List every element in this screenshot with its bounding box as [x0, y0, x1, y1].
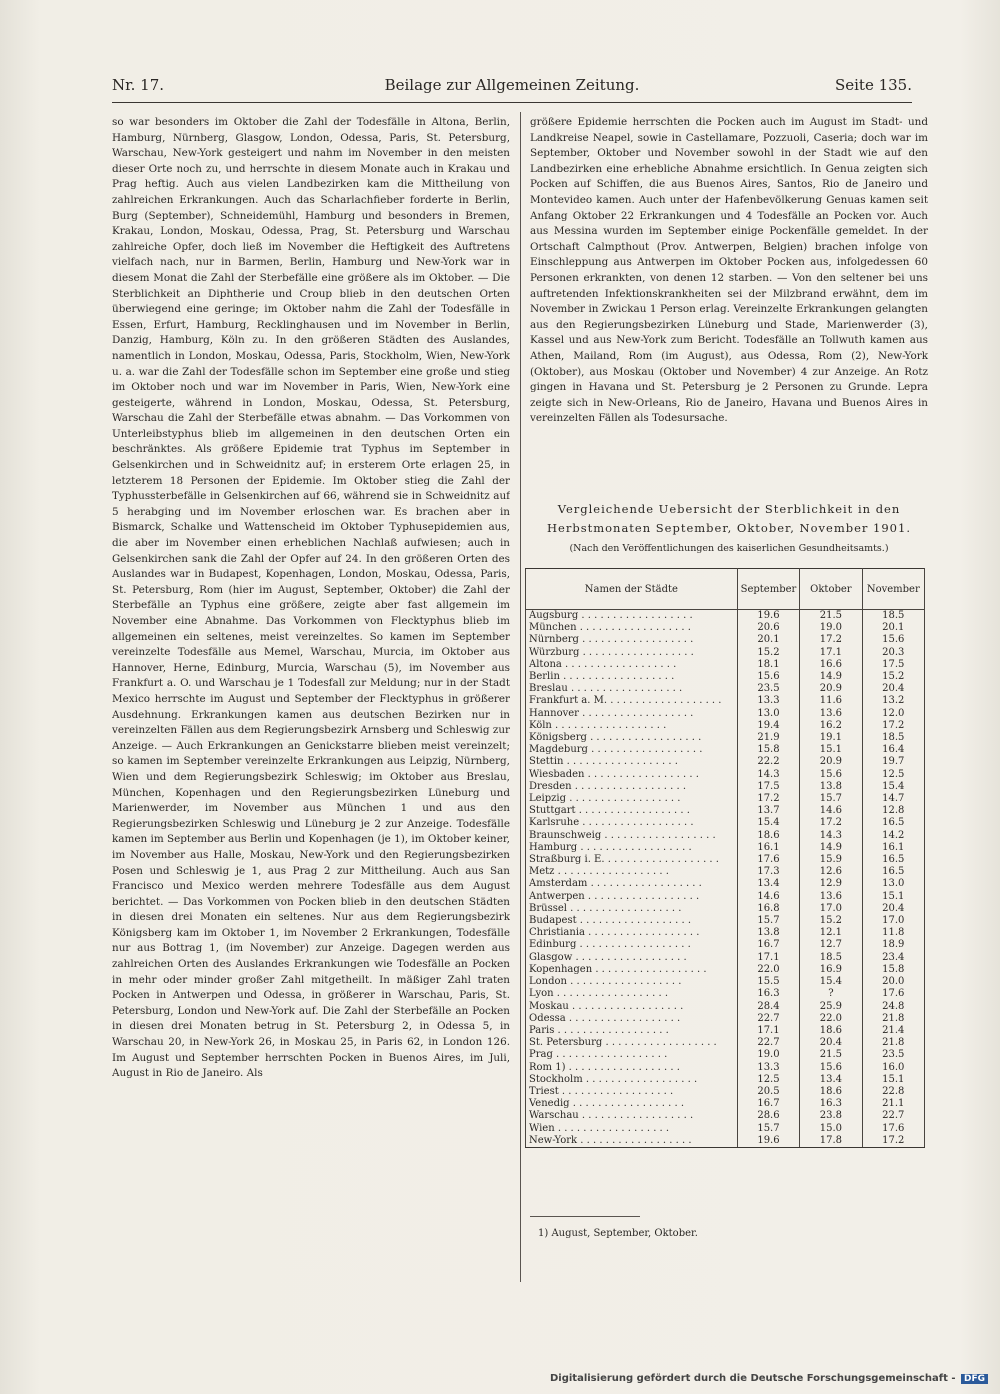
mortality-value: 13.8	[800, 781, 862, 793]
table-row	[526, 1062, 925, 1074]
mortality-value: 15.9	[800, 854, 862, 866]
mortality-value: 15.8	[862, 964, 924, 976]
header-city: Namen der Städte	[526, 569, 738, 610]
mortality-value: 13.4	[800, 1074, 862, 1086]
mortality-value: 18.5	[862, 732, 924, 744]
mortality-value: 15.4	[800, 976, 862, 988]
mortality-value: 15.7	[737, 915, 799, 927]
city-name: Breslau . . . . . . . . . . . . . . . . . .	[526, 683, 738, 695]
city-name: Leipzig . . . . . . . . . . . . . . . . . .	[526, 793, 738, 805]
mortality-value: 15.7	[800, 793, 862, 805]
table-row	[526, 1049, 925, 1061]
mortality-value: 18.6	[800, 1086, 862, 1098]
header-rule	[112, 102, 912, 103]
mortality-value: 12.5	[737, 1074, 799, 1086]
table-row	[526, 1001, 925, 1013]
city-name: Metz . . . . . . . . . . . . . . . . . .	[526, 866, 738, 878]
mortality-value: 17.2	[800, 817, 862, 829]
city-name: Königsberg . . . . . . . . . . . . . . . . . .	[526, 732, 738, 744]
mortality-value: 17.5	[862, 659, 924, 671]
mortality-value: 15.8	[737, 744, 799, 756]
mortality-value: 28.6	[737, 1110, 799, 1122]
mortality-value: 20.9	[800, 683, 862, 695]
mortality-value: 16.1	[862, 842, 924, 854]
mortality-value: 13.3	[737, 1062, 799, 1074]
mortality-value: 20.6	[737, 622, 799, 634]
mortality-value: 16.3	[800, 1098, 862, 1110]
table-row	[526, 720, 925, 732]
city-name: Budapest . . . . . . . . . . . . . . . . . .	[526, 915, 738, 927]
table-row	[526, 842, 925, 854]
city-name: Stockholm . . . . . . . . . . . . . . . . . .	[526, 1074, 738, 1086]
mortality-value: 20.4	[862, 683, 924, 695]
table-row	[526, 915, 925, 927]
mortality-value: 13.3	[737, 695, 799, 707]
mortality-value: 13.0	[862, 878, 924, 890]
mortality-value: 11.6	[800, 695, 862, 707]
mortality-value: 17.6	[862, 988, 924, 1000]
mortality-value: 16.6	[800, 659, 862, 671]
mortality-value: 17.2	[862, 1135, 924, 1148]
mortality-value: 13.2	[862, 695, 924, 707]
table-row	[526, 622, 925, 634]
mortality-value: 14.6	[800, 805, 862, 817]
page-number: Seite 135.	[834, 76, 912, 94]
mortality-value: 17.1	[800, 647, 862, 659]
table-row	[526, 756, 925, 768]
city-name: Nürnberg . . . . . . . . . . . . . . . . . .	[526, 634, 738, 646]
digitization-credit	[550, 1373, 988, 1384]
table-row	[526, 647, 925, 659]
mortality-value: 12.5	[862, 769, 924, 781]
mortality-value: 16.9	[800, 964, 862, 976]
table-title-line: Vergleichende Uebersicht der Sterblichkeit in den	[557, 502, 901, 516]
mortality-value: 15.6	[800, 769, 862, 781]
mortality-value: 16.2	[800, 720, 862, 732]
city-name: Odessa . . . . . . . . . . . . . . . . . .	[526, 1013, 738, 1025]
mortality-value: 22.7	[737, 1037, 799, 1049]
header-oktober: Oktober	[800, 569, 862, 610]
city-name: Brüssel . . . . . . . . . . . . . . . . . .	[526, 903, 738, 915]
mortality-value: 12.9	[800, 878, 862, 890]
mortality-value: 15.2	[737, 647, 799, 659]
city-name: Hannover . . . . . . . . . . . . . . . . . .	[526, 708, 738, 720]
mortality-value: 18.9	[862, 939, 924, 951]
mortality-value: 12.1	[800, 927, 862, 939]
city-name: Magdeburg . . . . . . . . . . . . . . . . . .	[526, 744, 738, 756]
city-name: Triest . . . . . . . . . . . . . . . . . .	[526, 1086, 738, 1098]
mortality-value: 17.2	[737, 793, 799, 805]
table-row	[526, 659, 925, 671]
table-row	[526, 744, 925, 756]
table-row	[526, 781, 925, 793]
table-row	[526, 988, 925, 1000]
mortality-value: 15.7	[737, 1123, 799, 1135]
mortality-value: 22.7	[862, 1110, 924, 1122]
mortality-value: 15.0	[800, 1123, 862, 1135]
table-row	[526, 671, 925, 683]
table-row	[526, 854, 925, 866]
mortality-value: 21.8	[862, 1013, 924, 1025]
mortality-value: 28.4	[737, 1001, 799, 1013]
mortality-value: 14.7	[862, 793, 924, 805]
mortality-value: 20.9	[800, 756, 862, 768]
city-name: Paris . . . . . . . . . . . . . . . . . .	[526, 1025, 738, 1037]
mortality-value: 23.5	[862, 1049, 924, 1061]
mortality-value: 19.4	[737, 720, 799, 732]
mortality-value: 13.7	[737, 805, 799, 817]
city-name: Stuttgart . . . . . . . . . . . . . . . . . .	[526, 805, 738, 817]
header-september: September	[737, 569, 799, 610]
table-row	[526, 939, 925, 951]
table-row	[526, 610, 925, 623]
mortality-value: 15.6	[737, 671, 799, 683]
mortality-value: 16.7	[737, 1098, 799, 1110]
table-row	[526, 964, 925, 976]
mortality-value: 22.7	[737, 1013, 799, 1025]
table-row	[526, 817, 925, 829]
mortality-value: 15.2	[800, 915, 862, 927]
city-name: Straßburg i. E. . . . . . . . . . . . . . . . . . .	[526, 854, 738, 866]
mortality-value: 13.8	[737, 927, 799, 939]
mortality-value: 23.5	[737, 683, 799, 695]
table-row	[526, 1037, 925, 1049]
city-name: Braunschweig . . . . . . . . . . . . . . . . . .	[526, 830, 738, 842]
city-name: Antwerpen . . . . . . . . . . . . . . . . . .	[526, 891, 738, 903]
mortality-value: ?	[800, 988, 862, 1000]
mortality-value: 16.5	[862, 866, 924, 878]
table-row	[526, 793, 925, 805]
mortality-value: 12.7	[800, 939, 862, 951]
city-name: Berlin . . . . . . . . . . . . . . . . . .	[526, 671, 738, 683]
mortality-value: 14.3	[800, 830, 862, 842]
paragraph: größere Epidemie herrschten die Pocken auch im August im Stadt- und Landkreise Neapel, sowie in Castellamare, Pozzuoli, Caseria; doch war im September, Oktober und November sowohl in der Stadt wie auf den Landbezirken eine erhebliche Abnahme ersichtlich. In Genua zeigten sich Pocken auf Schiffen, die aus Buenos Aires, Santos, Rio de Janeiro und Montevideo kamen. Auch unter der Hafenbevölkerung Genuas kamen seit Anfang Oktober 22 Erkrankungen und 4 Todesfälle an Pocken vor. Auch aus Messina wurden im September einige Pockenfälle gemeldet. In der Ortschaft Calmpthout (Prov. Antwerpen, Belgien) brachen infolge von Einschleppung aus Antwerpen im Oktober Pocken aus, infolgedessen 60 Personen erkrankten, von denen 12 starben. — Von den seltener bei uns auftretenden Infektionskrankheiten sei der Milzbrand erwähnt, dem im November in Zwickau 1 Person erlag. Vereinzelte Erkrankungen gelangten aus den Regierungsbezirken Lüneburg und Stade, Marienwerder (3), Kassel und aus New-York zum Bericht. Todesfälle an Tollwuth kamen aus Athen, Mailand, Rom (im August), aus Odessa, Rom (2), New-York (Oktober), aus Moskau (Oktober und November) 4 zur Anzeige. An Rotz gingen in Havana und St. Petersburg je 2 Personen zu Grunde. Lepra zeigte sich in New-Orleans, Rio de Janeiro, Havana und Buenos Aires in vereinzelten Fällen als Todesursache.	[530, 116, 928, 425]
mortality-value: 17.2	[800, 634, 862, 646]
mortality-value: 14.9	[800, 842, 862, 854]
mortality-value: 18.1	[737, 659, 799, 671]
mortality-value: 20.1	[737, 634, 799, 646]
mortality-value: 20.5	[737, 1086, 799, 1098]
mortality-value: 22.2	[737, 756, 799, 768]
table-row	[526, 805, 925, 817]
mortality-value: 13.6	[800, 891, 862, 903]
mortality-value: 22.0	[737, 964, 799, 976]
mortality-value: 17.1	[737, 1025, 799, 1037]
city-name: Wiesbaden . . . . . . . . . . . . . . . . . .	[526, 769, 738, 781]
mortality-value: 19.6	[737, 1135, 799, 1148]
mortality-value: 17.0	[862, 915, 924, 927]
table-row	[526, 866, 925, 878]
table-header-row	[526, 569, 925, 610]
city-name: London . . . . . . . . . . . . . . . . . .	[526, 976, 738, 988]
table-row	[526, 903, 925, 915]
city-name: Stettin . . . . . . . . . . . . . . . . . .	[526, 756, 738, 768]
mortality-value: 16.1	[737, 842, 799, 854]
mortality-value: 13.4	[737, 878, 799, 890]
city-name: Karlsruhe . . . . . . . . . . . . . . . . . .	[526, 817, 738, 829]
table-row	[526, 878, 925, 890]
table-row	[526, 891, 925, 903]
table-row	[526, 927, 925, 939]
table-row	[526, 1098, 925, 1110]
table-row	[526, 634, 925, 646]
table-row	[526, 1013, 925, 1025]
city-name: Augsburg . . . . . . . . . . . . . . . . . .	[526, 610, 738, 623]
table-title	[530, 500, 928, 538]
city-name: Glasgow . . . . . . . . . . . . . . . . . .	[526, 952, 738, 964]
mortality-value: 16.5	[862, 854, 924, 866]
table-row	[526, 769, 925, 781]
mortality-value: 22.0	[800, 1013, 862, 1025]
mortality-value: 12.0	[862, 708, 924, 720]
mortality-value: 20.4	[800, 1037, 862, 1049]
mortality-value: 19.0	[737, 1049, 799, 1061]
table-row	[526, 830, 925, 842]
table-row	[526, 1123, 925, 1135]
mortality-value: 16.4	[862, 744, 924, 756]
mortality-value: 18.5	[862, 610, 924, 623]
city-name: Prag . . . . . . . . . . . . . . . . . .	[526, 1049, 738, 1061]
city-name: New-York . . . . . . . . . . . . . . . . . .	[526, 1135, 738, 1148]
table-row	[526, 1110, 925, 1122]
city-name: Amsterdam . . . . . . . . . . . . . . . . . .	[526, 878, 738, 890]
column-divider	[520, 112, 521, 1282]
left-column	[112, 115, 510, 1280]
mortality-value: 17.1	[737, 952, 799, 964]
header-november: November	[862, 569, 924, 610]
mortality-value: 16.3	[737, 988, 799, 1000]
mortality-value: 20.3	[862, 647, 924, 659]
mortality-table	[525, 568, 925, 1148]
mortality-value: 17.6	[862, 1123, 924, 1135]
table-row	[526, 732, 925, 744]
city-name: Lyon . . . . . . . . . . . . . . . . . .	[526, 988, 738, 1000]
mortality-value: 16.7	[737, 939, 799, 951]
mortality-value: 15.4	[862, 781, 924, 793]
table-row	[526, 952, 925, 964]
mortality-value: 11.8	[862, 927, 924, 939]
mortality-value: 18.5	[800, 952, 862, 964]
mortality-value: 21.1	[862, 1098, 924, 1110]
mortality-value: 19.0	[800, 622, 862, 634]
mortality-value: 23.4	[862, 952, 924, 964]
mortality-value: 17.6	[737, 854, 799, 866]
city-name: St. Petersburg . . . . . . . . . . . . . . . . . .	[526, 1037, 738, 1049]
city-name: Rom 1) . . . . . . . . . . . . . . . . . .	[526, 1062, 738, 1074]
mortality-value: 14.6	[737, 891, 799, 903]
mortality-value: 18.6	[737, 830, 799, 842]
mortality-value: 12.6	[800, 866, 862, 878]
city-name: München . . . . . . . . . . . . . . . . . .	[526, 622, 738, 634]
mortality-value: 15.1	[862, 1074, 924, 1086]
mortality-value: 17.2	[862, 720, 924, 732]
mortality-value: 21.5	[800, 610, 862, 623]
mortality-value: 19.7	[862, 756, 924, 768]
table-source: (Nach den Veröffentlichungen des kaiserlichen Gesundheitsamts.)	[569, 543, 889, 554]
table-row	[526, 1135, 925, 1148]
city-name: Altona . . . . . . . . . . . . . . . . . .	[526, 659, 738, 671]
city-name: Warschau . . . . . . . . . . . . . . . . . .	[526, 1110, 738, 1122]
right-column	[530, 115, 928, 495]
mortality-value: 18.6	[800, 1025, 862, 1037]
city-name: Kopenhagen . . . . . . . . . . . . . . . . . .	[526, 964, 738, 976]
city-name: Frankfurt a. M. . . . . . . . . . . . . . . . . . .	[526, 695, 738, 707]
table-row	[526, 1074, 925, 1086]
paragraph: so war besonders im Oktober die Zahl der Todesfälle in Altona, Berlin, Hamburg, Nürnberg, Glasgow, London, Odessa, Paris, St. Petersburg, Warschau, New-York gesteigert und nahm im November in den meisten dieser Orte noch zu, und herrschte in diesem Monate auch in Krakau und Prag heftig. Auch aus vielen Landbezirken kam die Mittheilung von zahlreichen Erkrankungen. Auch das Scharlachfieber forderte in Berlin, Burg (September), Schneidemühl, Hamburg und besonders in Bremen, Krakau, London, Moskau, Odessa, Prag, St. Petersburg und Warschau zahlreiche Opfer, doch ließ im November die Heftigkeit des Auftretens vielfach nach, nur in Barmen, Berlin, Hamburg und New-York war in diesem Monat die Zahl der Sterbefälle eine größere als im Oktober. — Die Sterblichkeit an Diphtherie und Croup blieb in den deutschen Orten überwiegend eine geringe; im Oktober nahm die Zahl der Todesfälle in Essen, Erfurt, Hamburg, Recklinghausen und im November in Berlin, Danzig, Hamburg, Köln zu. In den größeren Städten des Auslandes, namentlich in London, Moskau, Odessa, Paris, Stockholm, Wien, New-York u. a. war die Zahl der Todesfälle schon im September eine große und stieg im Oktober noch und war im November in Paris, Wien, New-York eine gesteigerte, während in London, Moskau, Odessa, St. Petersburg, Warschau die Zahl der Sterbefälle etwas abnahm. — Das Vorkommen von Unterleibstyphus blieb im allgemeinen in den deutschen Orten ein beschränktes. Als größere Epidemie trat Typhus im September in Gelsenkirchen und in Schweidnitz auf; in ersterem Orte erlagen 25, in letzterem 18 Personen der Epidemie. Im Oktober stieg die Zahl der Typhussterbefälle in Gelsenkirchen auf 66, während sie in Schweidnitz auf 5 herabging und im November erloschen war. Es brachen aber in Bismarck, Schalke und Wattenscheid im Oktober Typhusepidemien aus, die aber im November einen erheblichen Nachlaß aufwiesen; auch in Gelsenkirchen sank die Zahl der Opfer auf 24. In den größeren Orten des Auslandes war in Budapest, Kopenhagen, London, Moskau, Odessa, Paris, St. Petersburg, Rom (hier im August, September, Oktober) die Zahl der Sterbefälle an Typhus eine größere, zeigte aber fast allgemein im November eine Abnahme. Das Vorkommen von Flecktyphus blieb im allgemeinen ein seltenes, meist vereinzeltes. So kamen im September vereinzelte Todesfälle aus Memel, Warschau, Murcia, im Oktober aus Hannover, Herne, Edinburg, Murcia, Warschau (5), im November aus Frankfurt a. O. und Warschau je 1 Todesfall zur Meldung; nur in der Stadt Mexico herrschte im August und September der Flecktyphus in größerer Ausdehnung. Erkrankungen kamen aus deutschen Bezirken nur in vereinzelten Fällen aus dem Regierungsbezirk Arnsberg und Schleswig zur Anzeige. — Auch Erkrankungen an Genickstarre blieben meist vereinzelt; so kamen im September vereinzelte Erkrankungen aus Leipzig, Nürnberg, Wien und dem Regierungsbezirk Schleswig; im Oktober aus Breslau, München, Kopenhagen und den Regierungsbezirken Lüneburg und Marienwerder, im November aus München 1 und aus den Regierungsbezirken Schleswig und Lüneburg je 2 zur Anzeige. Todesfälle kamen im September aus Berlin und Kopenhagen (je 1), im Oktober keiner, im November aus Halle, Moskau, New-York und den Regierungsbezirken Posen und Schleswig je 1, aus Prag 2 zur Mittheilung. Auch aus San Francisco und Mexico werden mehrere Todesfälle aus dem August berichtet. — Das Vorkommen von Pocken blieb in den deutschen Städten in diesen drei Monaten ein seltenes. Nur aus dem Regierungsbezirk Königsberg kam im Oktober 1, im November 2 Erkrankungen, Todesfälle nur aus Bottrag 1, (im November) zur Anzeige. Dagegen werden aus zahlreichen Orten des Auslandes Erkrankungen wie Todesfälle an Pocken in mehr oder minder großer Zahl mitgetheilt. In mäßiger Zahl traten Pocken in Antwerpen und Odessa, in größerer in Warschau, Paris, St. Petersburg, London und New-York auf. Die Zahl der Sterbefälle an Pocken in diesen drei Monaten betrug in St. Petersburg 2, in Odessa 5, in Warschau 20, in New-York 26, in Moskau 25, in Paris 62, in London 126. Im August und September herrschten Pocken in Buenos Aires, im Juli, August in Rio de Janeiro. Als	[112, 116, 510, 1080]
mortality-value: 21.4	[862, 1025, 924, 1037]
mortality-value: 13.0	[737, 708, 799, 720]
table-row	[526, 708, 925, 720]
mortality-value: 14.3	[737, 769, 799, 781]
mortality-value: 25.9	[800, 1001, 862, 1013]
mortality-value: 17.0	[800, 903, 862, 915]
table-row	[526, 976, 925, 988]
mortality-value: 13.6	[800, 708, 862, 720]
mortality-value: 23.8	[800, 1110, 862, 1122]
supplement-title: Beilage zur Allgemeinen Zeitung.	[384, 76, 640, 94]
city-name: Hamburg . . . . . . . . . . . . . . . . . .	[526, 842, 738, 854]
footnote-rule	[530, 1216, 640, 1217]
city-name: Christiania . . . . . . . . . . . . . . . . . .	[526, 927, 738, 939]
mortality-value: 16.0	[862, 1062, 924, 1074]
mortality-value: 12.8	[862, 805, 924, 817]
dfg-logo: DFG	[961, 1374, 988, 1384]
mortality-value: 21.9	[737, 732, 799, 744]
mortality-value: 21.5	[800, 1049, 862, 1061]
mortality-value: 17.8	[800, 1135, 862, 1148]
mortality-value: 20.0	[862, 976, 924, 988]
city-name: Edinburg . . . . . . . . . . . . . . . . . .	[526, 939, 738, 951]
mortality-value: 15.4	[737, 817, 799, 829]
mortality-value: 15.1	[800, 744, 862, 756]
mortality-value: 14.2	[862, 830, 924, 842]
issue-number: Nr. 17.	[112, 76, 165, 94]
mortality-value: 16.5	[862, 817, 924, 829]
table-row	[526, 1086, 925, 1098]
mortality-value: 14.9	[800, 671, 862, 683]
mortality-value: 15.6	[862, 634, 924, 646]
mortality-value: 15.5	[737, 976, 799, 988]
table-row	[526, 683, 925, 695]
table-row	[526, 695, 925, 707]
mortality-value: 17.3	[737, 866, 799, 878]
table-body	[526, 610, 925, 1148]
mortality-value: 21.8	[862, 1037, 924, 1049]
credit-text: Digitalisierung gefördert durch die Deutsche Forschungsgemeinschaft -	[549, 1373, 956, 1384]
footnote: 1) August, September, Oktober.	[538, 1228, 698, 1239]
table-row	[526, 1025, 925, 1037]
mortality-value: 15.1	[862, 891, 924, 903]
mortality-value: 22.8	[862, 1086, 924, 1098]
mortality-value: 15.2	[862, 671, 924, 683]
mortality-value: 17.5	[737, 781, 799, 793]
mortality-value: 16.8	[737, 903, 799, 915]
city-name: Venedig . . . . . . . . . . . . . . . . . .	[526, 1098, 738, 1110]
mortality-value: 15.6	[800, 1062, 862, 1074]
city-name: Moskau . . . . . . . . . . . . . . . . . .	[526, 1001, 738, 1013]
mortality-value: 20.4	[862, 903, 924, 915]
city-name: Wien . . . . . . . . . . . . . . . . . .	[526, 1123, 738, 1135]
city-name: Köln . . . . . . . . . . . . . . . . . .	[526, 720, 738, 732]
mortality-value: 19.1	[800, 732, 862, 744]
table-title-line: Herbstmonaten September, Oktober, November 1901.	[547, 521, 911, 535]
running-header	[112, 76, 912, 98]
mortality-value: 20.1	[862, 622, 924, 634]
city-name: Dresden . . . . . . . . . . . . . . . . . .	[526, 781, 738, 793]
mortality-value: 19.6	[737, 610, 799, 623]
mortality-value: 24.8	[862, 1001, 924, 1013]
city-name: Würzburg . . . . . . . . . . . . . . . . . .	[526, 647, 738, 659]
